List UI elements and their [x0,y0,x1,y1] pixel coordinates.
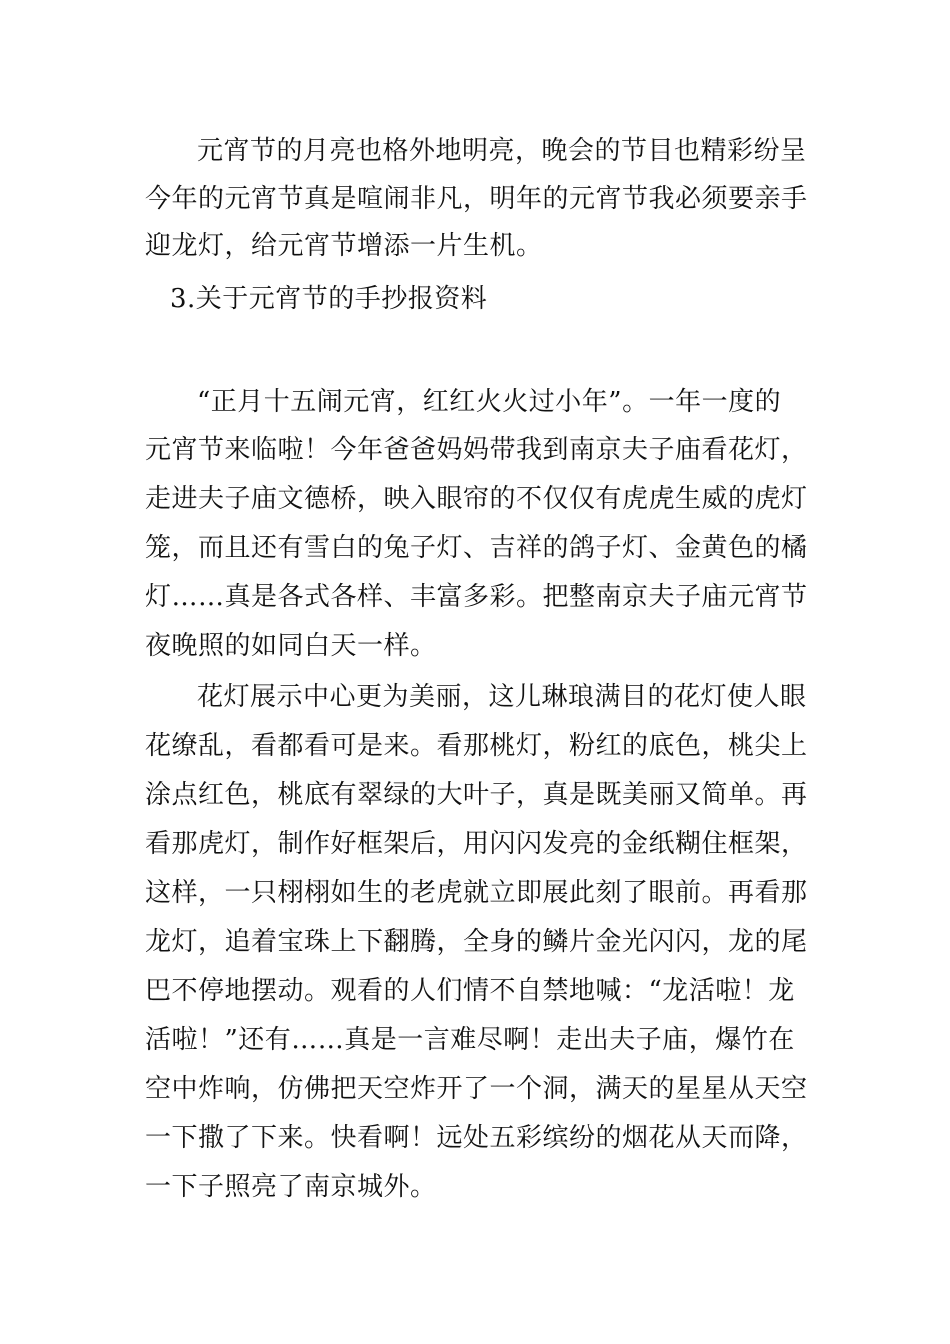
paragraph-line: 看那虎灯，制作好框架后，用闪闪发亮的金纸糊住框架， [145,829,808,859]
paragraph-line: 花缭乱，看都看可是来。看那桃灯，粉红的底色，桃尖上 [145,731,808,761]
paragraph-line: 一下撒了下来。快看啊！远处五彩缤纷的烟花从天而降， [145,1123,808,1153]
paragraph-line: 这样，一只栩栩如生的老虎就立即展此刻了眼前。再看那 [145,878,808,908]
paragraph-line: 一下子照亮了南京城外。 [145,1172,437,1202]
paragraph-line: 活啦！”还有……真是一言难尽啊！走出夫子庙，爆竹在 [145,1025,795,1055]
paragraph-line: “正月十五闹元宵，红红火火过小年”。一年一度的 [197,387,782,417]
paragraph-line: 元宵节来临啦！今年爸爸妈妈带我到南京夫子庙看花灯， [145,435,808,465]
paragraph-line: 今年的元宵节真是喧闹非凡，明年的元宵节我必须要亲手 [145,184,808,214]
paragraph-line: 元宵节的月亮也格外地明亮，晚会的节目也精彩纷呈 [197,136,807,166]
paragraph-line: 笼，而且还有雪白的兔子灯、吉祥的鸽子灯、金黄色的橘 [145,533,808,563]
paragraph-line: 涂点红色，桃底有翠绿的大叶子，真是既美丽又简单。再 [145,780,808,810]
paragraph-line: 夜晚照的如同白天一样。 [145,631,437,661]
paragraph-line: 龙灯，追着宝珠上下翻腾，全身的鳞片金光闪闪，龙的尾 [145,927,808,957]
paragraph-line: 花灯展示中心更为美丽，这儿琳琅满目的花灯使人眼 [197,682,807,712]
section-heading: 3.关于元宵节的手抄报资料 [170,284,488,314]
paragraph-line: 走进夫子庙文德桥，映入眼帘的不仅仅有虎虎生威的虎灯 [145,484,808,514]
paragraph-line: 灯……真是各式各样、丰富多彩。把整南京夫子庙元宵节 [145,582,808,612]
paragraph-line: 空中炸响，仿佛把天空炸开了一个洞，满天的星星从天空 [145,1074,808,1104]
paragraph-line: 巴不停地摆动。观看的人们情不自禁地喊：“龙活啦！龙 [145,976,795,1006]
paragraph-line: 迎龙灯，给元宵节增添一片生机。 [145,231,543,261]
